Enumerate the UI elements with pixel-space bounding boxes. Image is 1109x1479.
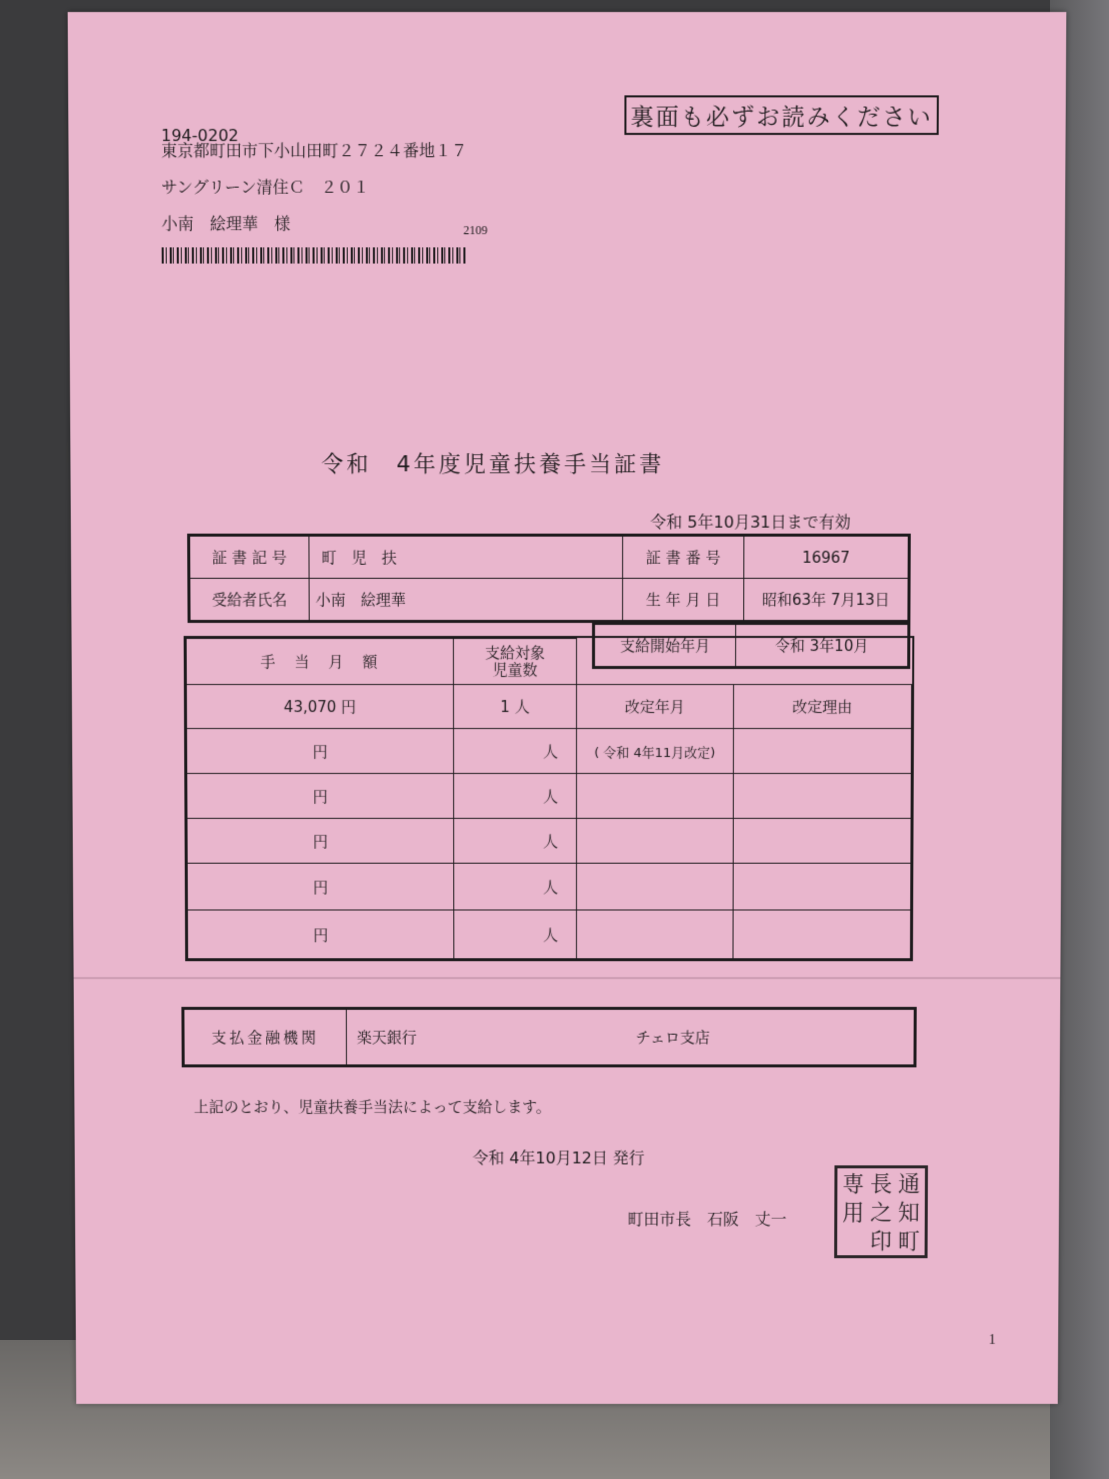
revision-header: 改定年月 (576, 684, 733, 728)
branch-name: チェロ支店 (636, 1009, 915, 1065)
bank-table (183, 1009, 914, 1066)
children-cell: 人 (454, 910, 577, 959)
blank-cell (733, 638, 912, 684)
children-cell: 人 (454, 863, 577, 910)
official-seal: 専 長 通 用 之 知 印 町 (834, 1165, 928, 1258)
cert-symbol-value: 町 児 扶 (309, 536, 623, 578)
payment-statement: 上記のとおり、児童扶養手当法によって支給します。 (193, 1098, 551, 1116)
fold-line (74, 977, 1061, 979)
revision-reason-header: 改定理由 (733, 684, 912, 728)
certificate-info-table (189, 536, 909, 621)
children-cell: 人 (454, 728, 577, 773)
recipient-value: 小南 絵理華 (309, 578, 623, 620)
bank-name: 楽天銀行 (346, 1009, 635, 1065)
revision-cell (576, 773, 732, 818)
children-header: 支給対象 児童数 (453, 638, 576, 684)
start-label: 支給開始年月 (595, 624, 736, 666)
amount-header: 手 当 月 額 (186, 638, 453, 684)
page-number: 1 (988, 1333, 996, 1348)
children-cell: 1 人 (453, 684, 576, 728)
postal-code: 194-0202 (161, 125, 239, 146)
addressee-name: 小南 絵理華 様 (161, 213, 291, 234)
bank-label: 支払金融機関 (184, 1009, 347, 1065)
revision-cell (576, 818, 732, 863)
amount-cell: 円 (187, 910, 453, 959)
address-line-2: サングリーン清住Ｃ ２０１ (161, 177, 370, 197)
start-value: 令和 3年10月 (736, 624, 908, 666)
amount-cell: 43,070 円 (186, 684, 453, 728)
cert-number-label: 証 書 番 号 (623, 536, 744, 578)
revision-cell (576, 863, 732, 910)
cert-symbol-label: 証 書 記 号 (190, 536, 309, 578)
reason-cell (732, 910, 910, 959)
reason-cell (733, 728, 912, 773)
children-cell: 人 (454, 818, 577, 863)
amount-cell: 円 (187, 773, 454, 818)
amount-cell: 円 (187, 818, 454, 863)
read-back-notice: 裏面も必ずお読みください (624, 95, 938, 135)
certificate-paper (68, 12, 1067, 1404)
birth-label: 生 年 月 日 (623, 578, 744, 620)
address-line-1: 東京都町田市下小山田町２７２４番地１７ (161, 141, 468, 161)
mayor-signature: 町田市長 石阪 丈一 (627, 1209, 787, 1229)
revision-cell: ( 令和 4年11月改定) (576, 728, 732, 773)
recipient-label: 受給者氏名 (190, 578, 309, 620)
amount-cell: 円 (187, 863, 454, 910)
mail-code: 2109 (463, 223, 488, 238)
amount-cell: 円 (187, 728, 454, 773)
reason-cell (733, 773, 911, 818)
validity-period: 令和 5年10月31日まで有効 (650, 512, 851, 532)
blank-cell (577, 638, 734, 684)
allowance-table (186, 638, 913, 959)
children-cell: 人 (454, 773, 577, 818)
issue-date: 令和 4年10月12日 発行 (472, 1148, 645, 1168)
reason-cell (733, 818, 911, 863)
reason-cell (733, 863, 911, 910)
revision-cell (576, 910, 732, 959)
document-title: 令和 4年度児童扶養手当証書 (321, 452, 665, 478)
cert-number-value: 16967 (744, 536, 908, 578)
birth-value: 昭和63年 7月13日 (744, 578, 908, 620)
postal-barcode (162, 247, 468, 263)
